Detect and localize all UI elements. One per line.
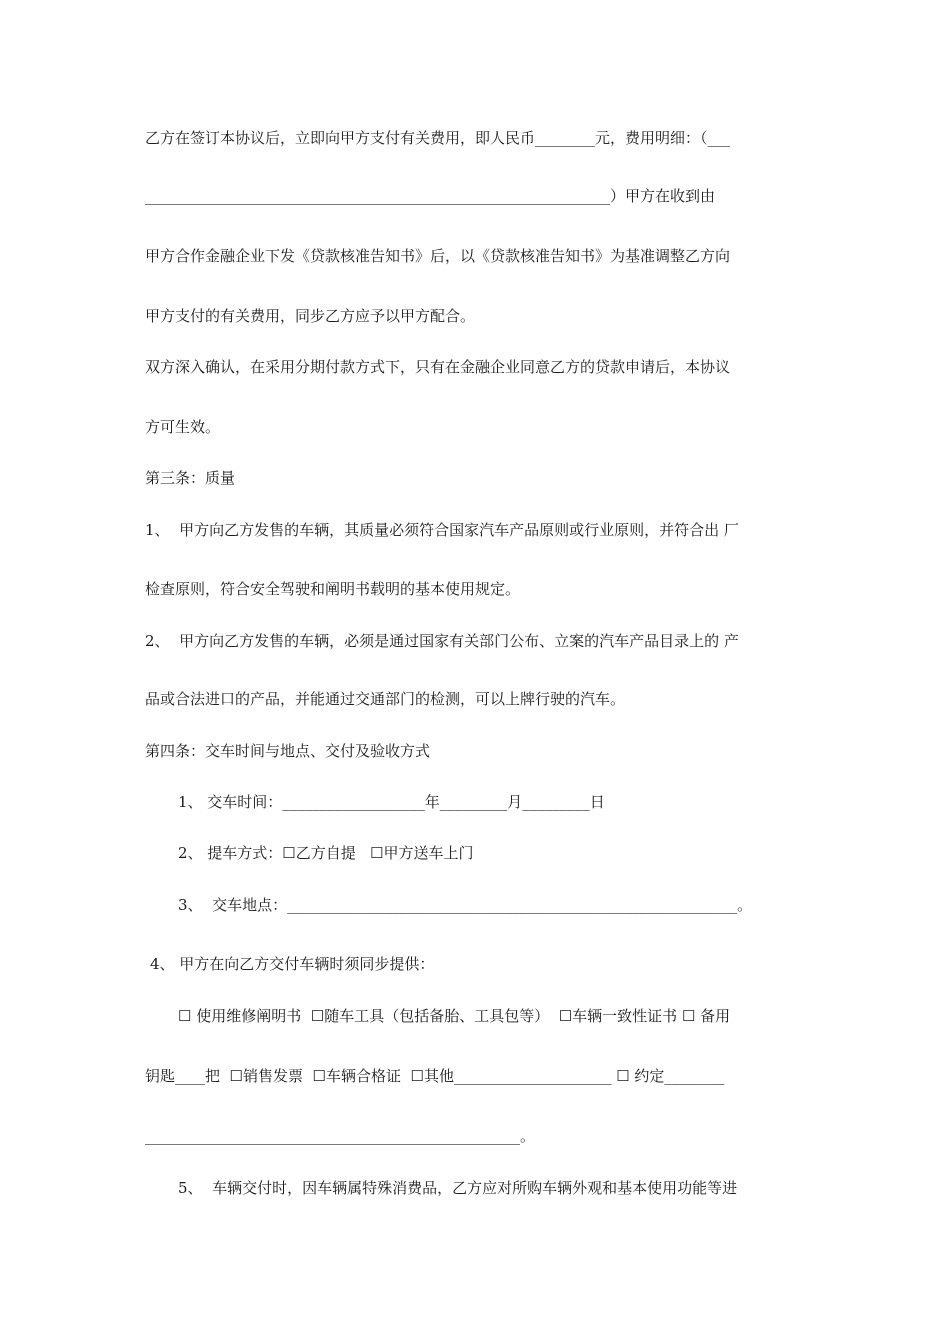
delivery-location-line: 3、 交车地点：____________________________________________________________。 [178, 896, 753, 914]
section-heading-article-4: 第四条：交车时间与地点、交付及验收方式 [145, 742, 431, 760]
text-line-3: 甲方合作金融企业下发《贷款核准告知书》后，以《贷款核准告知书》为基准调整乙方向 [145, 247, 731, 265]
text-line-6: 方可生效。 [145, 418, 221, 436]
section-heading-article-3: 第三条：质量 [145, 469, 236, 487]
documents-provided-line: 4、 甲方在向乙方交付车辆时须同步提供： [150, 955, 435, 973]
text-line-5: 双方深入确认，在采用分期付款方式下，只有在金融企业同意乙方的贷款申请后，本协议 [145, 358, 731, 376]
checklist-line-2: 钥匙____把 ☐销售发票 ☐车辆合格证 ☐其他_____________________ ☐ 约定________ [145, 1067, 725, 1085]
delivery-time-line: 1、 交车时间：___________________年_________月_________日 [178, 793, 605, 811]
text-line-4: 甲方支付的有关费用，同步乙方应予以甲方配合。 [145, 307, 476, 325]
text-line-1: 乙方在签订本协议后，立即向甲方支付有关费用，即人民币________元，费用明细：（___ [145, 129, 731, 147]
checklist-line-3: __________________________________________________。 [145, 1127, 536, 1145]
pickup-method-line: 2、 提车方式：☐乙方自提 ☐甲方送车上门 [178, 844, 474, 862]
text-line-20: 5、 车辆交付时，因车辆属特殊消费品，乙方应对所购车辆外观和基本使用功能等进 [178, 1179, 738, 1197]
text-line-9: 检查原则，符合安全驾驶和阐明书载明的基本使用规定。 [145, 580, 521, 598]
text-line-10: 2、 甲方向乙方发售的车辆，必须是通过国家有关部门公布、立案的汽车产品目录上的 产 [145, 632, 739, 650]
text-line-8: 1、 甲方向乙方发售的车辆，其质量必须符合国家汽车产品原则或行业原则，并符合出 厂 [145, 521, 739, 539]
text-line-2: ______________________________________________________________）甲方在收到由 [145, 187, 716, 205]
text-line-11: 品或合法进口的产品，并能通过交通部门的检测，可以上牌行驶的汽车。 [145, 690, 626, 708]
checklist-line-1: ☐ 使用维修阐明书 ☐随车工具（包括备胎、工具包等） ☐车辆一致性证书 ☐ 备用 [178, 1007, 731, 1025]
